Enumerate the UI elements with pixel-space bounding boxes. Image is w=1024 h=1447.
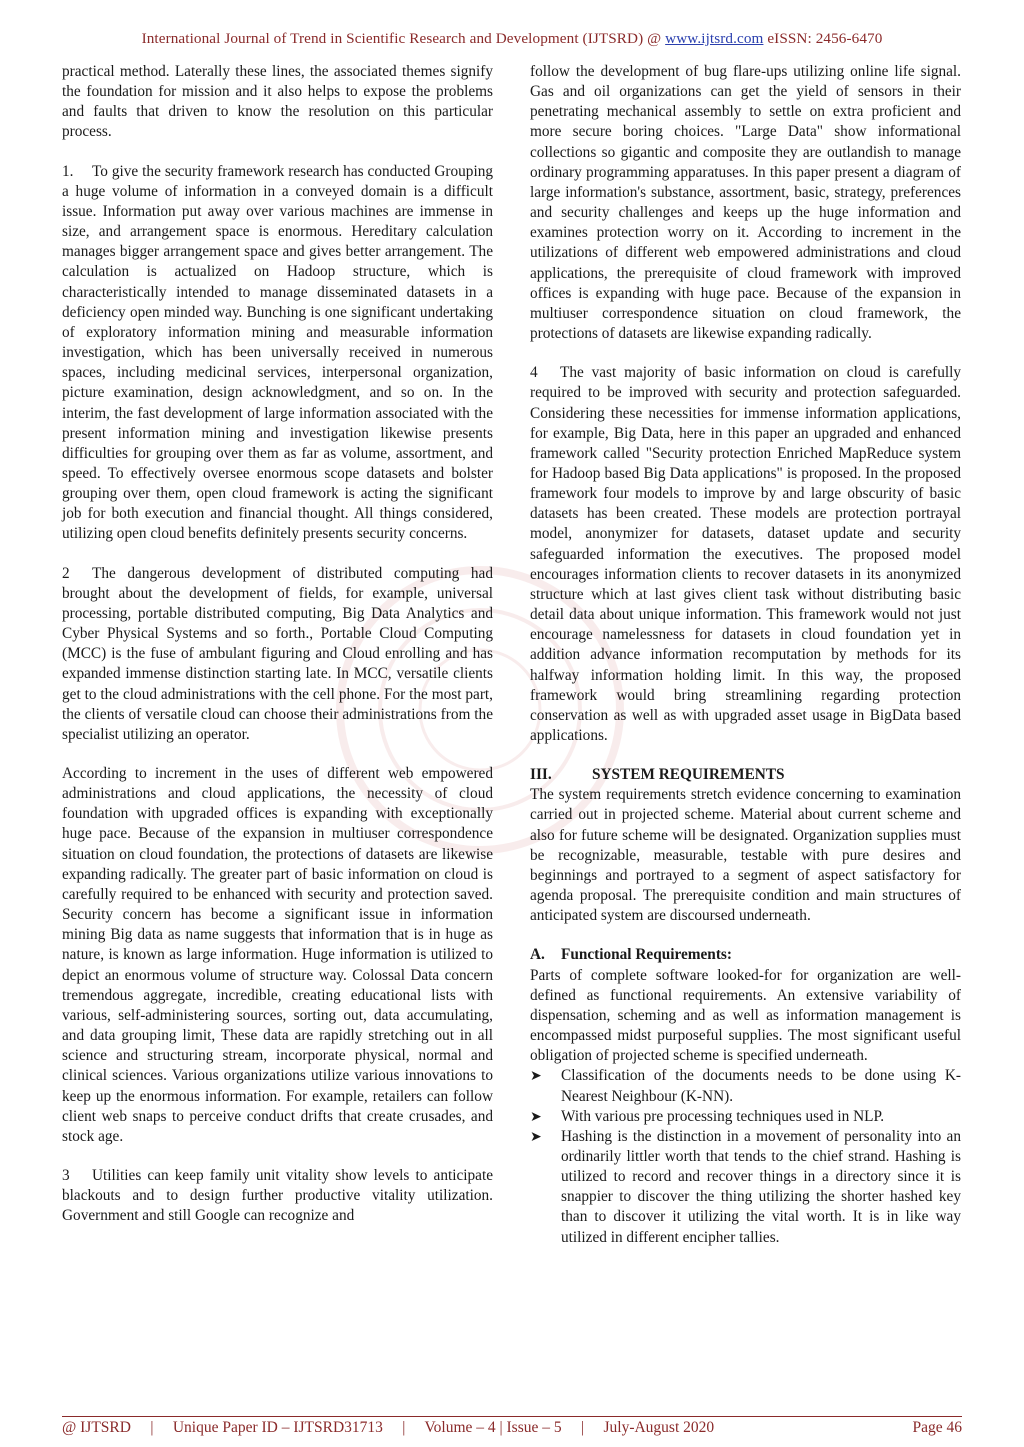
- arrow-bullet-icon: ➤: [530, 1108, 542, 1125]
- paragraph-text: The dangerous development of distributed computing had brought about the development of fields, for example, universal processing, portable distributed computing, Big Data Analytics and Cyber Physical Systems and so forth., Portable Cloud Computing (MCC) is the fuse of ambulant figuring and Cloud enrolling and has expanded immense distinction starting late. In MCC, versatile clients get to the cloud administrations with the cell phone. For the most part, the clients of versatile cloud can choose their administrations from the specialist utilizing an operator.: [62, 564, 493, 743]
- running-footer: [62, 1416, 962, 1437]
- subsection-letter: A.: [530, 946, 545, 964]
- paragraph: follow the development of bug flare-ups utilizing online life signal. Gas and oil organizations can get the yield of sensors in their penetrating mechanical assembly to settle on extra proficient and more secure boring choices. "Large Data" show informational collections so gigantic and composite they are outlandish to manage ordinary programming apparatuses. In this paper present a diagram of large information's substance, assortment, basic, strategy, preferences and security challenges and keeps up the huge information and examines protection worry on it. According to increment in the utilizations of different web empowered administrations and cloud applications, the prerequisite of cloud framework with improved offices is expanding with huge pace. Because of the expansion in multiuser correspondence situation on cloud framework, the protections of datasets are likewise expanding radically.: [530, 63, 961, 343]
- item-number: 2: [62, 564, 70, 582]
- right-column: [530, 62, 961, 1248]
- journal-url-link[interactable]: www.ijtsrd.com: [665, 30, 764, 47]
- paragraph: practical method. Laterally these lines, the associated themes signify the foundation for mission and it also helps to expose the problems and faults that driven to know the resolution on this particular process.: [62, 63, 493, 141]
- list-item-text: Hashing is the distinction in a movement of personality into an ordinarily littler worth that tends to the chief strand. Hashing is utilized to record and recover things in a directory since it is snappier to discover the thing utilizing the shorter hashed key than to discover it utilizing the vital worth. It is in like way utilized in different encipher tallies.: [561, 1127, 961, 1246]
- paragraph: According to increment in the uses of different web empowered administrations and cloud applications, the necessity of cloud foundation with upgraded offices is expanding with exceptionally huge pace. Because of the expansion in multiuser correspondence situation on cloud foundation, the protections of datasets are likewise expanding radically. The greater part of basic information on cloud is carefully required to be enhanced with security and protection saved. Security concern has become a significant issue in information mining Big data as name suggests that information that is in huge as nature, is known as large information. Huge information is utilized to depict an enormous volume of structure way. Colossal Data concern tremendous aggregate, incredible, creating educational lists with various, self-administering sources, sorting out, data accumulating, and data grouping limit, These data are rapidly stretching out in all science and structuring stream, incorporate physical, normal and clinical sciences. Various organizations utilize various innovations to keep up the enormous information. For example, retailers can follow client web snaps to perceive conduct drifts that create crusades, and stock age.: [62, 765, 493, 1145]
- numbered-paragraph-1: [62, 162, 493, 545]
- section-heading: [530, 765, 961, 785]
- paragraph-text: To give the security framework research has conducted Grouping a huge volume of information in a conveyed domain is a difficult issue. Information put away over various machines are immense in size, and arrangement space is enormous. Hereditary calculation manages bigger arrangement space and gives better arrangement. The calculation is actualized on Hadoop structure, which is characteristically intended to manage disseminated datasets in a deficiency open minded way. Bunching is one significant undertaking of exploratory information mining and measurable information investigation, which has been universally received in numerous spaces, including medicinal services, interpersonal organization, picture examination, design acknowledgment, and so on. In the interim, the fast development of large information associated with the present information mining and investigation likewise presents difficulties for grouping over them as far as volume, assortment, and speed. To effectively oversee enormous scope datasets and bolster grouping over them, open cloud framework is acting the significant job for both execution and financial thought. All things considered, utilizing open cloud benefits definitely presents security concerns.: [62, 162, 493, 543]
- requirements-list: [530, 1066, 961, 1247]
- paragraph: The system requirements stretch evidence concerning to examination carried out in projected scheme. Material about current scheme and also for future scheme will be designated. Organization supplies must be recognizable, measurable, testable with pure desires and beginnings and portrayed to a segment of aspect satisfactory for agenda proposal. The prerequisite condition and main structures of anticipated system are discoursed underneath.: [530, 786, 961, 925]
- list-item: [530, 1127, 961, 1248]
- list-item-text: With various pre processing techniques used in NLP.: [561, 1107, 885, 1125]
- subsection-title: Functional Requirements:: [561, 946, 732, 964]
- list-item-text: Classification of the documents needs to be done using K-Nearest Neighbour (K-NN).: [561, 1067, 961, 1105]
- section-title: SYSTEM REQUIREMENTS: [592, 766, 785, 784]
- list-item: [530, 1107, 961, 1127]
- arrow-bullet-icon: ➤: [530, 1128, 542, 1145]
- item-number: 3: [62, 1166, 70, 1184]
- item-number: 1.: [62, 162, 74, 180]
- running-header: [0, 30, 1024, 48]
- issn: eISSN: 2456-6470: [767, 30, 883, 47]
- left-column: [62, 62, 493, 1245]
- paragraph-text: The vast majority of basic information on cloud is carefully required to be improved with security and protection safeguarded. Considering these necessities for immense information applications, for example, Big Data, here in this paper an upgraded and enhanced framework called "Security protection Enriched MapReduce system for Hadoop based Big Data applications" is proposed. In the proposed framework four models to improve by and large obscurity of basic datasets has been created. These models are protection portrayal model, anonymizer for datasets, dataset update and security safeguarded information the executives. The proposed model encourages information clients to recover datasets in its anonymized structure which at last gives client task without distributing basic detail data about unique information. This framework would not just encourage namelessness for datasets in cloud foundation yet in addition advance information recomputation by methods for its halfway information holding limit. In this way, the proposed framework would bring streamlining regarding protection conservation as well as with upgraded asset usage in BigData based applications.: [530, 364, 961, 744]
- footer-info: @ IJTSRD | Unique Paper ID – IJTSRD31713 | Volume – 4 | Issue – 5 | July-August 2020: [62, 1419, 715, 1436]
- arrow-bullet-icon: ➤: [530, 1068, 542, 1085]
- page-number: Page 46: [912, 1419, 962, 1436]
- paragraph: Parts of complete software looked-for for organization are well-defined as functional requirements. An extensive variability of dispensation, scheming and as well as information management is encompassed midst purposeful supplies. The most significant useful obligation of projected scheme is specified underneath.: [530, 966, 961, 1065]
- section-number: III.: [530, 766, 552, 784]
- item-number: 4: [530, 364, 538, 382]
- paragraph-text: Utilities can keep family unit vitality show levels to anticipate blackouts and to design further productive vitality utilization. Government and still Google can recognize and: [62, 1166, 493, 1225]
- subsection-heading: [530, 945, 961, 965]
- list-item: [530, 1066, 961, 1106]
- journal-name: International Journal of Trend in Scientific Research and Development (IJTSRD) @: [141, 30, 662, 47]
- numbered-paragraph-4: [530, 363, 961, 746]
- numbered-paragraph-3: [62, 1166, 493, 1226]
- numbered-paragraph-2: [62, 564, 493, 745]
